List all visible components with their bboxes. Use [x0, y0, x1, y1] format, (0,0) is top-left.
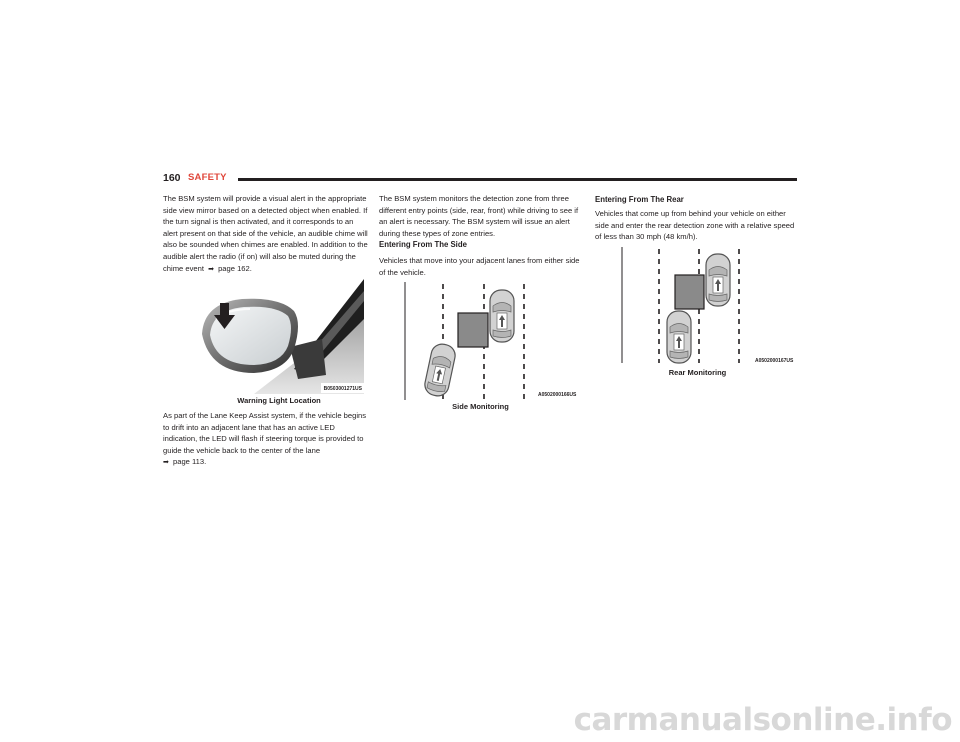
figure-caption: Warning Light Location	[237, 396, 321, 405]
figure-code: A0502000167US	[755, 358, 794, 364]
rear-monitoring-diagram	[615, 247, 800, 367]
side-monitoring-diagram	[398, 282, 584, 402]
section-title: SAFETY	[188, 172, 227, 183]
entering-from-side-heading: Entering From The Side	[379, 240, 467, 249]
detection-zone	[675, 275, 704, 309]
lane-keep-assist-paragraph	[163, 410, 368, 469]
watermark-brand[interactable]: carmanualsonline.info	[573, 702, 952, 738]
entering-from-rear-heading: Entering From The Rear	[595, 195, 684, 204]
figure-caption: Rear Monitoring	[668, 368, 727, 377]
mirror-illustration	[194, 279, 364, 394]
header-rule	[238, 178, 797, 181]
side-entry-paragraph: Vehicles that move into your adjacent lanes from either side of the vehicle.	[379, 256, 580, 277]
paragraph-text: The BSM system will provide a visual alert in the appropriate side view mirror based on a detected object when enabled. If the turn signal is then activated, and it corresponds to an alert present on that side of the vehicle, an audible chime will also be sounded when chimes are enabled. In addition to the audible alert the radio (if on) will also be muted during the chime event	[163, 194, 368, 273]
car-icon	[490, 290, 514, 342]
page-reference-link[interactable]: page 113.	[173, 457, 207, 467]
bsm-visual-alert-paragraph	[163, 193, 368, 275]
arrow-right-icon: ➡	[163, 459, 169, 467]
figure-code: B0503001271US	[323, 386, 362, 392]
page-reference-link[interactable]: page 162.	[218, 263, 252, 273]
mirror-figure	[194, 279, 364, 394]
arrow-right-icon: ➡	[208, 265, 214, 273]
figure-caption: Side Monitoring	[452, 402, 509, 411]
detection-zone	[458, 313, 488, 347]
car-icon	[423, 342, 457, 398]
paragraph-text: As part of the Lane Keep Assist system, if the vehicle begins to drift into an adjacent lane that has an active LED indication, the LED will flash if steering torque is provided to guide the vehicle back to the center of the lane	[163, 411, 367, 455]
rear-entry-paragraph: Vehicles that come up from behind your vehicle on either side and enter the rear detection zone with a relative speed of less than 30 mph (48 km/h).	[595, 209, 795, 242]
bsm-monitoring-paragraph: The BSM system monitors the detection zone from three different entry points (side, rear, front) while driving to see if an alert is necessary. The BSM system will issue an alert during these types of zone entries.	[379, 194, 579, 238]
car-icon	[706, 254, 730, 306]
car-icon	[667, 311, 691, 363]
figure-code: A0502000166US	[538, 392, 577, 398]
page-number: 160	[163, 172, 181, 184]
